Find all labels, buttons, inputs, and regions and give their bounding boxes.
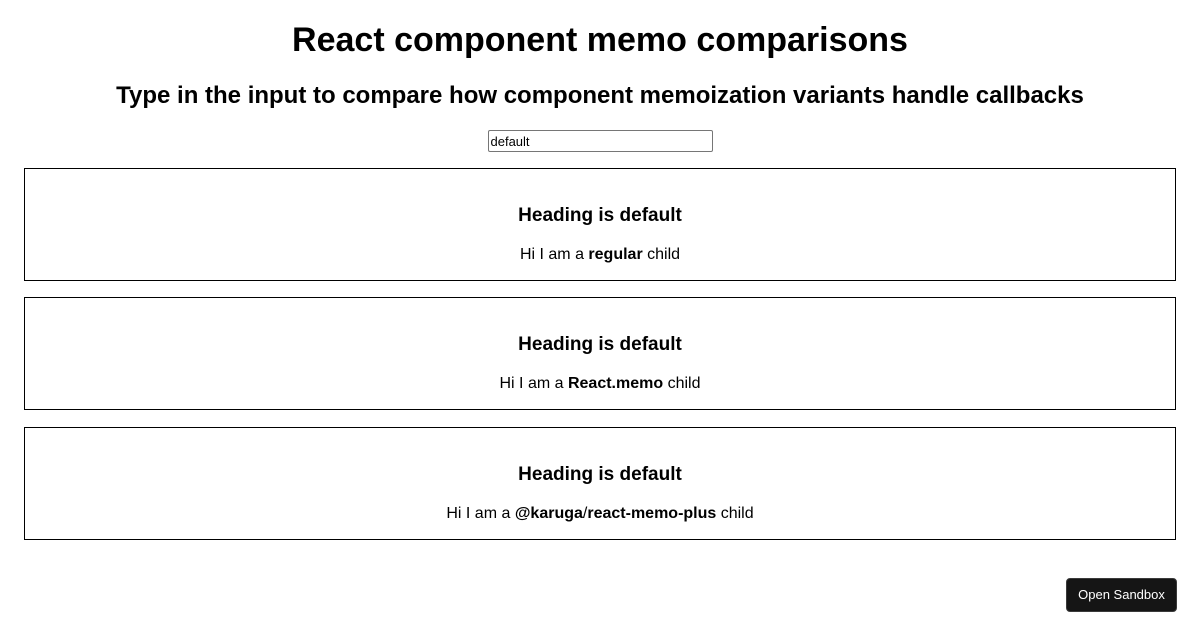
card-text (25, 245, 1175, 265)
card-text-suffix: child (716, 505, 754, 522)
card-text-prefix: Hi I am a (446, 505, 515, 522)
open-sandbox-button[interactable]: Open Sandbox (1066, 578, 1177, 612)
card-heading: Heading is default (518, 464, 682, 485)
react-memo-child-card (24, 297, 1176, 410)
card-variant-scope: @karuga (514, 505, 583, 522)
card-text-suffix: child (663, 375, 701, 392)
card-text-prefix: Hi I am a (519, 246, 589, 263)
memo-plus-child-card (24, 427, 1176, 540)
card-text-suffix: child (642, 246, 681, 263)
page-subtitle: Type in the input to compare how component memoization variants handle callbacks (116, 82, 1084, 109)
card-text-prefix: Hi I am a (499, 375, 568, 392)
page-title: React component memo comparisons (292, 21, 908, 59)
heading-input[interactable] (488, 130, 713, 152)
card-text (25, 374, 1175, 394)
card-heading: Heading is default (518, 334, 682, 355)
card-variant-name: regular (588, 246, 643, 263)
card-text (25, 504, 1175, 524)
card-variant-name: React.memo (567, 375, 664, 392)
card-heading: Heading is default (518, 205, 682, 226)
card-variant-separator: / (582, 505, 588, 522)
card-variant-package: react-memo-plus (587, 505, 717, 522)
regular-child-card (24, 168, 1176, 281)
input-row (0, 130, 1200, 152)
